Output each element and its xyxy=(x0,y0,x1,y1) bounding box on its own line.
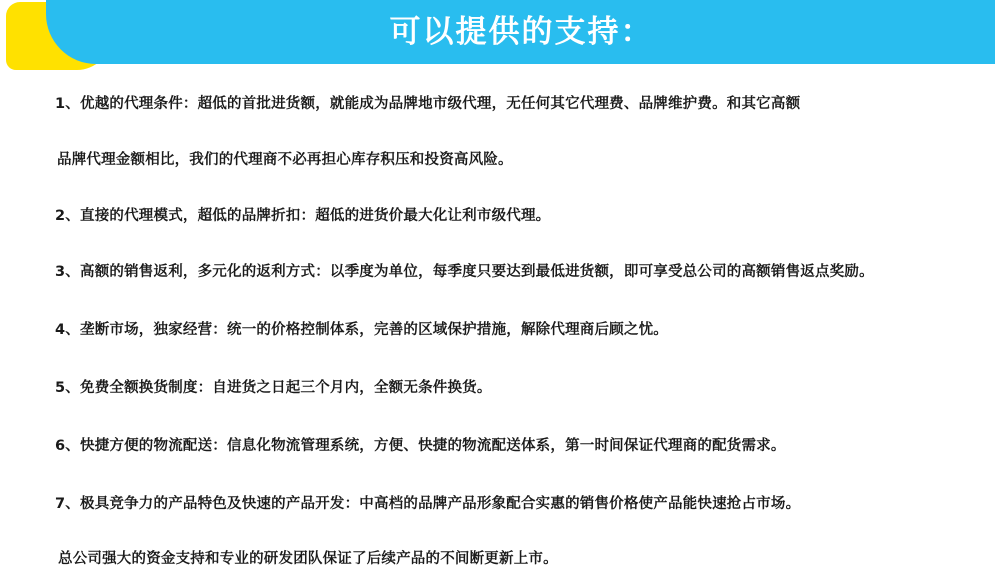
list-item: 5、免费全额换货制度：自进货之日起三个月内，全额无条件换货。 xyxy=(55,380,492,396)
list-item: 2、直接的代理模式，超低的品牌折扣：超低的进货价最大化让利市级代理。 xyxy=(55,208,551,224)
support-list xyxy=(0,72,995,581)
page-header xyxy=(0,0,995,72)
closing-statement: 总公司强大的资金支持和专业的研发团队保证了后续产品的不间断更新上市。 xyxy=(58,551,558,567)
page-title: 可以提供的支持： xyxy=(389,14,654,50)
list-item: 4、垄断市场，独家经营：统一的价格控制体系，完善的区域保护措施，解除代理商后顾之忧。 xyxy=(55,322,668,338)
header-blue-banner xyxy=(46,0,995,64)
list-item: 7、极具竞争力的产品特色及快速的产品开发：中高档的品牌产品形象配合实惠的销售价格使产品能快速抢占市场。 xyxy=(55,496,801,512)
list-item: 3、高额的销售返利，多元化的返利方式：以季度为单位，每季度只要达到最低进货额，即可享受总公司的高额销售返点奖励。 xyxy=(55,264,874,280)
list-item: 6、快捷方便的物流配送：信息化物流管理系统，方便、快捷的物流配送体系，第一时间保证代理商的配货需求。 xyxy=(55,438,786,454)
list-item: 品牌代理金额相比，我们的代理商不必再担心库存积压和投资高风险。 xyxy=(57,152,513,168)
list-item: 1、优越的代理条件：超低的首批进货额，就能成为品牌地市级代理，无任何其它代理费、品牌维护费。和其它高额 xyxy=(55,96,801,112)
